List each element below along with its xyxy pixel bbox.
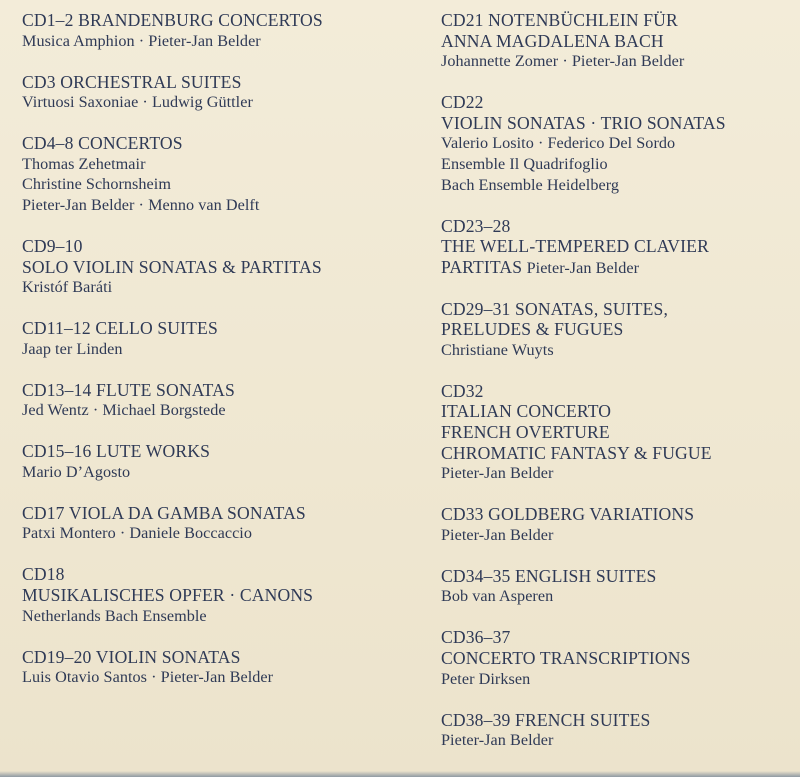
cd-performer-line: Virtuosi Saxoniae · Ludwig Güttler — [22, 93, 253, 112]
cd-title-line: CD22 — [441, 92, 484, 113]
cd-performer-inline: Pieter-Jan Belder — [526, 258, 640, 277]
cd-title-line: CD32 — [441, 380, 484, 401]
cd-performer-line: Pieter-Jan Belder — [441, 464, 554, 483]
cd-title-line: CD11–12 CELLO SUITES — [22, 318, 218, 339]
cd-performer-line: Luis Otavio Santos · Pieter-Jan Belder — [22, 668, 274, 687]
cd-performer-line: Valerio Losito · Federico Del Sordo — [441, 134, 676, 153]
cd-performer-line: Pieter-Jan Belder — [441, 731, 554, 750]
cd-performer-line: Jaap ter Linden — [22, 339, 123, 358]
cd-title-line: CD23–28 — [441, 215, 511, 236]
cd-performer-line: Mario D’Agosto — [22, 462, 131, 481]
cd-entry — [441, 381, 791, 484]
cd-entry — [22, 133, 418, 215]
cd-entry — [22, 318, 418, 359]
cd-entry — [22, 647, 418, 688]
cd-title-line: CD13–14 FLUTE SONATAS — [22, 379, 235, 400]
cd-performer-line: Christine Schornsheim — [22, 175, 171, 194]
left-column — [22, 10, 418, 708]
cd-performer-line: Pieter-Jan Belder — [441, 525, 554, 544]
cd-performer-line: Peter Dirksen — [441, 669, 531, 688]
cd-title-line: PRELUDES & FUGUES — [441, 319, 624, 340]
cd-entry — [441, 92, 791, 195]
cd-performer-line: Jed Wentz · Michael Borgstede — [22, 401, 226, 420]
cd-entry — [22, 72, 418, 113]
cd-title-line: CD3 ORCHESTRAL SUITES — [22, 71, 242, 92]
cd-title-line: ANNA MAGDALENA BACH — [441, 30, 664, 51]
cd-title-line: VIOLIN SONATAS · TRIO SONATAS — [441, 112, 726, 133]
cd-performer-line: Pieter-Jan Belder · Menno van Delft — [22, 195, 260, 214]
right-column — [441, 10, 791, 771]
cd-performer-line: Ensemble Il Quadrifoglio — [441, 154, 608, 173]
cd-performer-line: Christiane Wuyts — [441, 340, 554, 359]
cd-performer-line: Johannette Zomer · Pieter-Jan Belder — [441, 52, 685, 71]
cd-title-performer-line — [441, 257, 791, 279]
cd-performer-line: Kristóf Baráti — [22, 278, 113, 297]
cd-performer-line: Netherlands Bach Ensemble — [22, 606, 207, 625]
cd-title-line: SOLO VIOLIN SONATAS & PARTITAS — [22, 256, 322, 277]
cd-title-line: ITALIAN CONCERTO — [441, 401, 612, 422]
cd-entry — [22, 564, 418, 626]
cd-title-line: CD18 — [22, 564, 65, 585]
cd-entry — [22, 380, 418, 421]
cd-performer-line: Bob van Asperen — [441, 587, 554, 606]
cd-entry — [441, 504, 791, 545]
cd-title-line: CD36–37 — [441, 627, 511, 648]
cd-entry — [22, 10, 418, 51]
cd-title-line: CD17 VIOLA DA GAMBA SONATAS — [22, 502, 306, 523]
cd-title-line: CD34–35 ENGLISH SUITES — [441, 565, 657, 586]
cd-performer-line: Musica Amphion · Pieter-Jan Belder — [22, 31, 261, 50]
cd-performer-line: Thomas Zehetmair — [22, 154, 146, 173]
cd-entry — [22, 503, 418, 544]
cd-entry — [441, 216, 791, 279]
cd-title-inline: PARTITAS — [441, 256, 523, 277]
cd-performer-line: Bach Ensemble Heidelberg — [441, 175, 620, 194]
cd-performer-line: Patxi Montero · Daniele Boccaccio — [22, 524, 252, 543]
cd-title-line: CD19–20 VIOLIN SONATAS — [22, 646, 241, 667]
cd-title-line: CONCERTO TRANSCRIPTIONS — [441, 647, 691, 668]
cd-entry — [441, 627, 791, 689]
bottom-edge-shadow — [0, 771, 800, 777]
cd-entry — [441, 710, 791, 751]
cd-title-line: CD38–39 FRENCH SUITES — [441, 709, 651, 730]
cd-title-line: FRENCH OVERTURE — [441, 422, 610, 443]
cd-title-line: MUSIKALISCHES OPFER · CANONS — [22, 585, 314, 605]
cd-title-line: THE WELL-TEMPERED CLAVIER — [441, 236, 709, 257]
cd-title-line: CD9–10 — [22, 235, 83, 256]
cd-title-line: CD21 NOTENBÜCHLEIN FÜR — [441, 10, 678, 30]
cd-title-line: CD15–16 LUTE WORKS — [22, 441, 211, 462]
cd-title-line: CHROMATIC FANTASY & FUGUE — [441, 442, 712, 463]
cd-title-line: CD1–2 BRANDENBURG CONCERTOS — [22, 10, 323, 30]
cd-entry — [22, 236, 418, 298]
cd-title-line: CD4–8 CONCERTOS — [22, 133, 183, 154]
cd-title-line: CD33 GOLDBERG VARIATIONS — [441, 504, 695, 525]
cd-entry — [22, 441, 418, 482]
cd-entry — [441, 10, 791, 72]
cd-entry — [441, 299, 791, 361]
cd-entry — [441, 566, 791, 607]
cd-title-line: CD29–31 SONATAS, SUITES, — [441, 298, 669, 319]
